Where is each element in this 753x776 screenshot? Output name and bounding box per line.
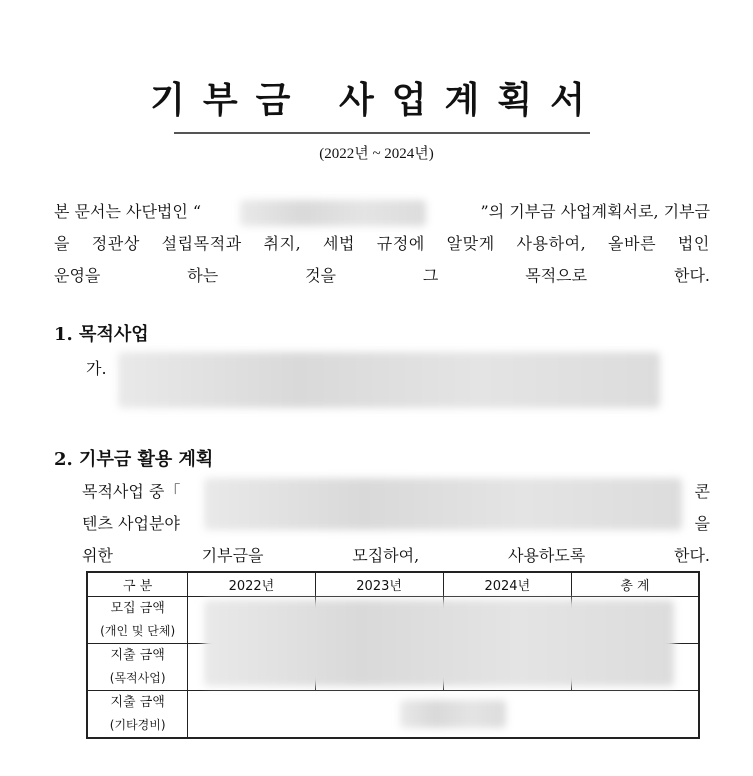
- title-underline: [174, 132, 590, 134]
- redacted-amounts: [204, 600, 674, 686]
- intro-text-a: 본 문서는 사단법인 “: [54, 202, 202, 221]
- table-header-category: 구 분: [87, 572, 188, 596]
- section-1-item-prefix: 가.: [86, 359, 107, 378]
- intro-text-b: ”의 기부금 사업계획서로, 기부금: [480, 202, 710, 221]
- section-1-heading: 1. 목적사업: [54, 324, 149, 345]
- table-row: [87, 690, 699, 738]
- row-label-expense-other: 지출 금액 (기타경비): [87, 690, 188, 738]
- section-2-text-c: 텐츠 사업분야: [82, 514, 180, 533]
- row-label-collection: 모집 금액 (개인 및 단체): [87, 596, 188, 643]
- table-header-total: 총 계: [571, 572, 699, 596]
- section-2-heading: 2. 기부금 활용 계획: [54, 449, 214, 470]
- table-header-2023: 2023년: [315, 572, 443, 596]
- redacted-other-expense-amount: [400, 700, 506, 728]
- table-header-row: [87, 572, 699, 596]
- plan-period: (2022년 ~ 2024년): [319, 146, 434, 162]
- section-2-line-3: 위한 기부금을 모집하여, 사용하도록 한다.: [82, 546, 710, 565]
- row-label-expense-purpose: 지출 금액 (목적사업): [87, 643, 188, 690]
- redacted-business-detail: [204, 478, 682, 530]
- section-2-text-a: 목적사업 중「: [82, 482, 181, 501]
- section-2-text-b: 콘: [694, 482, 710, 501]
- section-2-text-d: 을: [694, 514, 710, 533]
- intro-line-2: 을 정관상 설립목적과 취지, 세법 규정에 알맞게 사용하여, 올바른 법인: [54, 234, 710, 253]
- redacted-org-name: [240, 200, 426, 226]
- table-header-2022: 2022년: [188, 572, 315, 596]
- document-title: 기부금 사업계획서: [150, 79, 603, 121]
- redacted-purpose-business: [118, 352, 660, 408]
- table-header-2024: 2024년: [443, 572, 571, 596]
- intro-line-3: 운영을 하는 것을 그 목적으로 한다.: [54, 266, 710, 285]
